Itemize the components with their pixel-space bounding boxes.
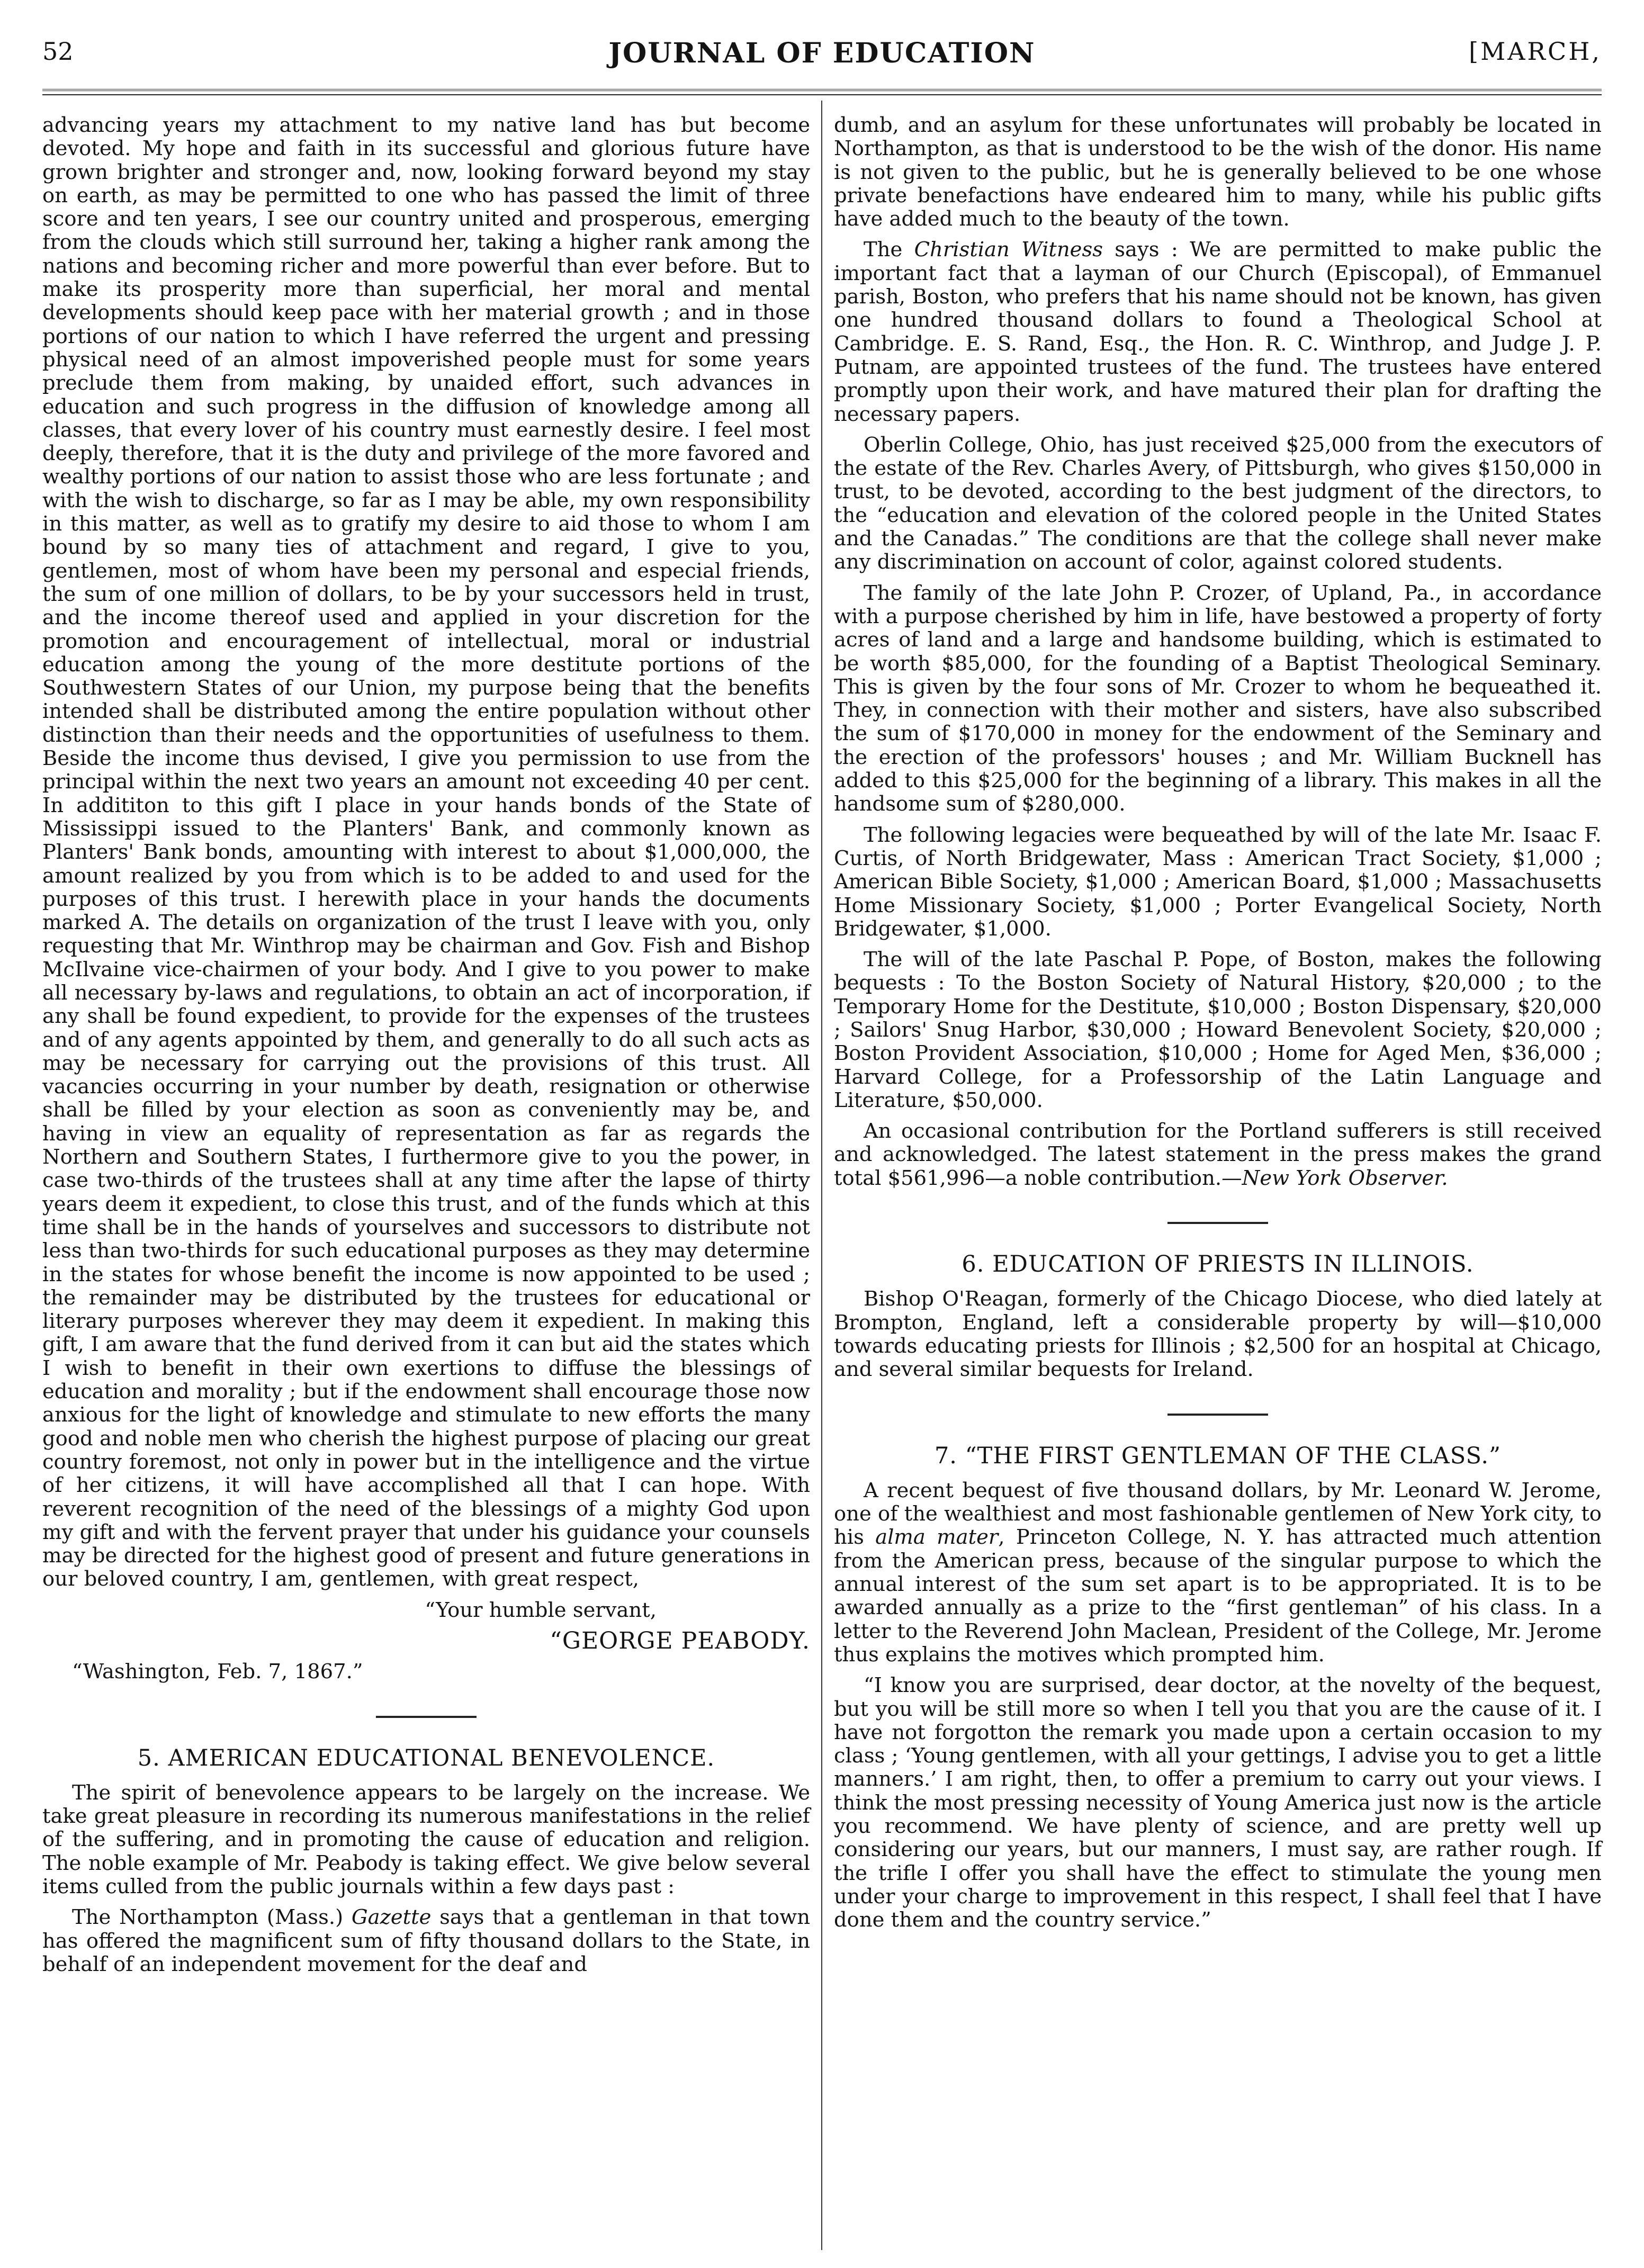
section-5-paragraph: The will of the late Paschal P. Pope, of Boston, makes the following bequests : To the Boston Society of Natural History, $20,000 ; to the Temporary Home for the Destitute, $10,000 ; Boston Dispensary, $20,000 ; Sailors' Snug Harbor, $30,000 ; Howard Benevolent Society, $20,000 ; Boston Provident Association, $10,000 ; Home for Aged Men, $36,000 ; Harvard College, for a Professorship of the Latin Language and Literature, $50,000.	[834, 948, 1602, 1112]
column-divider	[821, 101, 822, 2250]
section-rule	[1167, 1414, 1268, 1416]
section-5-paragraph: The family of the late John P. Crozer, of Upland, Pa., in accordance with a purpose cherished by him in life, have bestowed a property of forty acres of land and a large and handsome building, which is estimated to be worth $85,000, for the founding of a Baptist Theological Seminary. This is given by the four sons of Mr. Crozer to whom he bequeathed it. They, in connection with their mother and sisters, have also subscribed the sum of $170,000 in money for the endowment of the Seminary and the erection of the professors' houses ; and Mr. William Bucknell has added to this $25,000 for the beginning of a library. This makes in all the handsome sum of $280,000.	[834, 581, 1602, 816]
page-header	[42, 37, 1602, 79]
header-rule	[42, 89, 1602, 95]
journal-title: JOURNAL OF EDUCATION	[608, 37, 1036, 69]
letter-signature: “GEORGE PEABODY.	[550, 1627, 810, 1654]
section-6-heading: 6. EDUCATION OF PRIESTS IN ILLINOIS.	[962, 1251, 1474, 1278]
peabody-letter-text: advancing years my attachment to my native land has but become devoted. My hope and faith in its successful and glorious future have grown brighter and stronger and, now, looking forward beyond my stay on earth, as may be permitted to one who has passed the limit of three score and ten years, I see our country united and prosperous, emerging from the clouds which still surround her, taking a higher rank among the nations and becoming richer and more powerful than ever before. But to make its prosperity more than superficial, her moral and mental developments should keep pace with her material growth ; and in those portions of our nation to which I have referred the urgent and pressing physical need of an almost impoverished people must for some years preclude them from making, by unaided effort, such advances in education and such progress in the diffusion of knowledge among all classes, that every lover of his country must earnestly desire. I feel most deeply, therefore, that it is the duty and privilege of the more favored and wealthy portions of our nation to assist those who are less fortunate ; and with the wish to discharge, so far as I may be able, my own responsibility in this matter, as well as to gratify my desire to aid those to whom I am bound by so many ties of attachment and regard, I give to you, gentlemen, most of whom have been my personal and especial friends, the sum of one million of dollars, to be by your successors held in trust, and the income thereof used and applied in your discretion for the promotion and encouragement of intellectual, moral or industrial education among the young of the more destitute portions of the Southwestern States of our Union, my purpose being that the benefits intended shall be distributed among the entire population without other distinction than their needs and the opportunities of usefulness to them. Beside the income thus devised, I give you permission to use from the principal within the next two years an amount not exceeding 40 per cent. In addititon to this gift I place in your hands bonds of the State of Mississippi issued to the Planters' Bank, and commonly known as Planters' Bank bonds, amounting with interest to about $1,000,000, the amount realized by you from which is to be added to and used for the purposes of this trust. I herewith place in your hands the documents marked A. The details on organization of the trust I leave with you, only requesting that Mr. Winthrop may be chairman and Gov. Fish and Bishop McIlvaine vice-chairmen of your body. And I give to you power to make all necessary by-laws and regulations, to obtain an act of incorporation, if any shall be found expedient, to provide for the expenses of the trustees and of any agents appointed by them, and generally to do all such acts as may be necessary for carrying out the provisions of this trust. All vacancies occurring in your number by death, resignation or otherwise shall be filled by your election as soon as conveniently may be, and having in view an equality of representation as far as regards the Northern and Southern States, I furthermore give to you the power, in case two-thirds of the trustees shall at any time after the lapse of thirty years deem it expedient, to close this trust, and of the funds which at this time shall be in the hands of yourselves and successors to distribute not less than two-thirds for such educational purposes as they may determine in the states for whose benefit the income is now appointed to be used ; the remainder may be distributed by the trustees for educational or literary purposes wherever they may deem it expedient. In making this gift, I am aware that the fund derived from it can but aid the states which I wish to benefit in their own exertions to diffuse the blessings of education and morality ; but if the endowment shall encourage those now anxious for the light of knowledge and stimulate to new efforts the many good and noble men who cherish the highest purpose of placing our great country foremost, not only in power but in the intelligence and the virtue of her citizens, it will have accomplished all that I can hope. With reverent recognition of the need of the blessings of a mighty God upon my gift and with the fervent prayer that under his guidance your counsels may be directed for the highest good of present and future generations in our beloved country, I am, gentlemen, with great respect,	[42, 113, 810, 1591]
section-5-paragraph: The following legacies were bequeathed by will of the late Mr. Isaac F. Curtis, of North Bridgewater, Mass : American Tract Society, $1,000 ; American Bible Society, $1,000 ; American Board, $1,000 ; Massachusetts Home Missionary Society, $1,000 ; Porter Evangelical Society, North Bridgewater, $1,000.	[834, 823, 1602, 941]
section-5-heading: 5. AMERICAN EDUCATIONAL BENEVOLENCE.	[137, 1744, 715, 1771]
section-rule	[1167, 1222, 1268, 1224]
letter-dateline: “Washington, Feb. 7, 1867.”	[72, 1660, 363, 1684]
section-5-paragraph: Oberlin College, Ohio, has just received $25,000 from the executors of the estate of the Rev. Charles Avery, of Pittsburgh, who gives $150,000 in trust, to be devoted, according to the best judgment of the directors, to the “education and elevation of the colored people in the United States and the Canadas.” The conditions are that the college shall never make any discrimination on account of color, against colored students.	[834, 433, 1602, 574]
section-6-paragraph: Bishop O'Reagan, formerly of the Chicago Diocese, who died lately at Brompton, England, left a considerable property by will—$10,000 towards educating priests for Illinois ; $2,500 for an hospital at Chicago, and several similar bequests for Ireland.	[834, 1287, 1602, 1382]
section-5-paragraph: dumb, and an asylum for these unfortunates will probably be located in Northampton, as that is understood to be the wish of the donor. His name is not given to the public, but he is generally believed to be one whose private benefactions have endeared him to many, while his public gifts have added much to the beauty of the town.	[834, 113, 1602, 231]
letter-closing: “Your humble servant,	[425, 1598, 657, 1622]
left-column	[42, 114, 810, 1984]
section-5-paragraph: The Northampton (Mass.) Gazette says that a gentleman in that town has offered the magnificent sum of fifty thousand dollars to the State, in behalf of an independent movement for the deaf and	[42, 1905, 810, 1976]
month-label: [MARCH,	[1469, 37, 1602, 66]
section-5-paragraph: The Christian Witness says : We are permitted to make public the important fact that a layman of our Church (Episcopal), of Emmanuel parish, Boston, who prefers that his name should not be known, has given one hundred thousand dollars to found a Theological School at Cambridge. E. S. Rand, Esq., the Hon. R. C. Winthrop, and Judge J. P. Putnam, are appointed trustees of the fund. The trustees have entered promptly upon their work, and have matured their plan for drafting the necessary papers.	[834, 238, 1602, 426]
section-7-paragraph: A recent bequest of five thousand dollars, by Mr. Leonard W. Jerome, one of the wealthiest and most fashionable gentlemen of New York city, to his alma mater, Princeton College, N. Y. has attracted much attention from the American press, because of the singular purpose to which the annual interest of the sum set apart is to be appropriated. It is to be awarded annually as a prize to the “first gentleman” of his class. In a letter to the Reverend John Maclean, President of the College, Mr. Jerome thus explains the motives which prompted him.	[834, 1478, 1602, 1667]
section-5-paragraph: An occasional contribution for the Portland sufferers is still received and acknowledged. The latest statement in the press makes the grand total $561,996—a noble contribution.—New York Observer.	[834, 1119, 1602, 1190]
section-7-paragraph: “I know you are surprised, dear doctor, at the novelty of the bequest, but you will be still more so when I tell you that you are the cause of it. I have not forgotton the remark you made upon a certain occasion to my class ; ‘Young gentlemen, with all your gettings, I advise you to get a little manners.’ I am right, then, to offer a premium to carry out your views. I think the most pressing necessity of Young America just now is the article you recommend. We have plenty of science, and are pretty well up considering our years, but our manners, I must say, are rather rough. If the trifle I offer you shall have the effect to stimulate the young men under your charge to improvement in this respect, I shall feel that I have done them and the country service.”	[834, 1673, 1602, 1932]
section-rule	[376, 1716, 477, 1718]
right-column	[834, 114, 1602, 1939]
section-7-heading: 7. “THE FIRST GENTLEMAN OF THE CLASS.”	[934, 1442, 1502, 1469]
page-number: 52	[42, 37, 74, 66]
section-5-paragraph: The spirit of benevolence appears to be largely on the increase. We take great pleasure in recording its numerous manifestations in the relief of the suffering, and in promoting the cause of education and religion. The noble example of Mr. Peabody is taking effect. We give below several items culled from the public journals within a few days past :	[42, 1780, 810, 1899]
